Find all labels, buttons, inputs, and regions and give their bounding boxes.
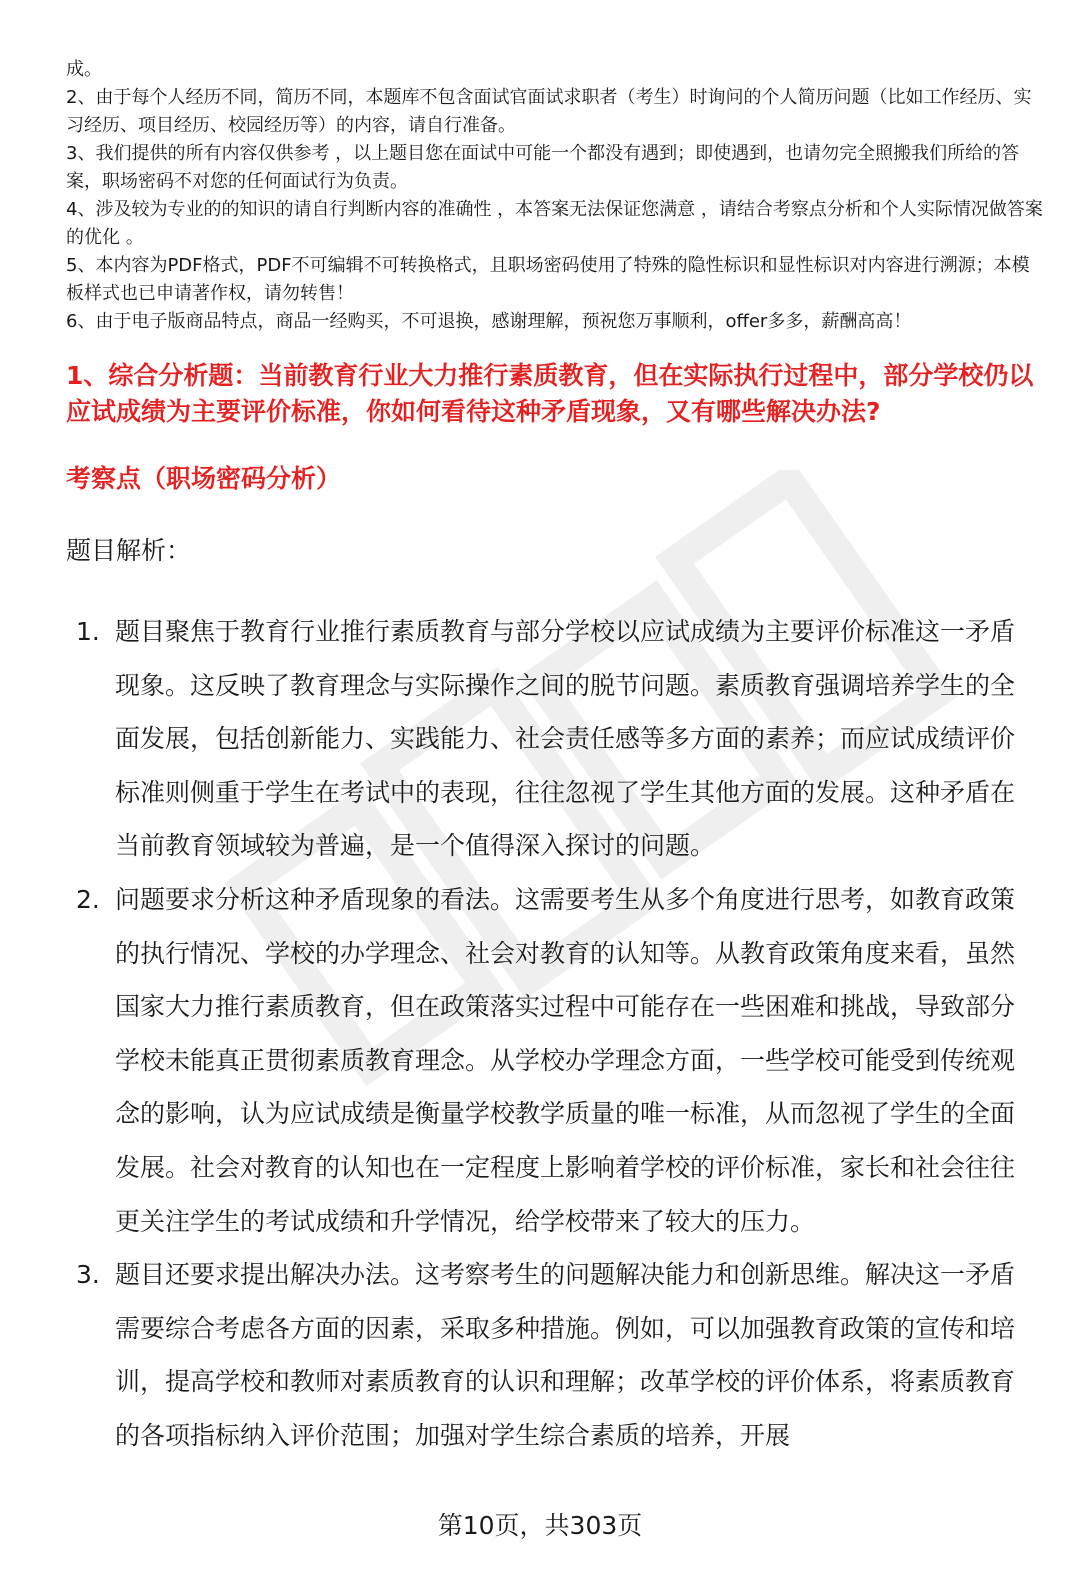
list-item — [66, 1248, 1030, 1462]
note-line: 2、由于每个人经历不同，简历不同，本题库不包含面试官面试求职者（考生）时询问的个人简历问题（比如工作经历、实习经历、项目经历、校园经历等）的内容，请自行准备。 — [66, 87, 1032, 136]
page-footer: 第10页，共303页 — [437, 1511, 643, 1540]
list-item-text: 题目还要求提出解决办法。这考察考生的问题解决能力和创新思维。解决这一矛盾需要综合考虑各方面的因素，采取多种措施。例如，可以加强教育政策的宣传和培训，提高学校和教师对素质教育的认识和理解；改革学校的评价体系，将素质教育的各项指标纳入评价范围；加强对学生综合素质的培养，开展 — [115, 1260, 1016, 1450]
analysis-list — [66, 605, 1030, 1463]
list-item-text: 题目聚焦于教育行业推行素质教育与部分学校以应试成绩为主要评价标准这一矛盾现象。这反映了教育理念与实际操作之间的脱节问题。素质教育强调培养学生的全面发展，包括创新能力、实践能力、社会责任感等多方面的素养；而应试成绩评价标准则侧重于学生在考试中的表现，往往忽视了学生其他方面的发展。这种矛盾在当前教育领域较为普遍，是一个值得深入探讨的问题。 — [115, 617, 1016, 861]
note-line: 4、涉及较为专业的的知识的请自行判断内容的准确性 ，本答案无法保证您满意 ，请结合考察点分析和个人实际情况做答案的优化 。 — [66, 199, 1043, 248]
notes-section — [66, 56, 1046, 336]
list-item-number: 1. — [76, 617, 100, 646]
section-heading-kaocha: 考察点（职场密码分析） — [66, 464, 342, 493]
note-line: 6、由于电子版商品特点，商品一经购买，不可退换，感谢理解，预祝您万事顺利，offer多多，薪酬高高！ — [66, 311, 912, 332]
list-item-number: 2. — [76, 884, 100, 914]
note-line: 5、本内容为PDF格式，PDF不可编辑不可转换格式，且职场密码使用了特殊的隐性标识和显性标识对内容进行溯源；本模板样式也已申请著作权，请勿转售！ — [66, 255, 1030, 304]
note-line: 成。 — [66, 59, 102, 80]
note-line: 3、我们提供的所有内容仅供参考 ，以上题目您在面试中可能一个都没有遇到；即使遇到，也请勿完全照搬我们所给的答案，职场密码不对您的任何面试行为负责。 — [66, 143, 1020, 192]
analysis-label: 题目解析： — [66, 536, 192, 565]
list-item-number: 3. — [76, 1260, 100, 1290]
question-title: 1、综合分析题：当前教育行业大力推行素质教育，但在实际执行过程中，部分学校仍以应试成绩为主要评价标准，你如何看待这种矛盾现象，又有哪些解决办法? — [66, 361, 1034, 426]
list-item-text: 问题要求分析这种矛盾现象的看法。这需要考生从多个角度进行思考，如教育政策的执行情况、学校的办学理念、社会对教育的认知等。从教育政策角度来看，虽然国家大力推行素质教育，但在政策落实过程中可能存在一些困难和挑战，导致部分学校未能真正贯彻素质教育理念。从学校办学理念方面，一些学校可能受到传统观念的影响，认为应试成绩是衡量学校教学质量的唯一标准，从而忽视了学生的全面发展。社会对教育的认知也在一定程度上影响着学校的评价标准，家长和社会往往更关注学生的考试成绩和升学情况，给学校带来了较大的压力。 — [115, 884, 1016, 1236]
list-item — [66, 605, 1030, 873]
list-item — [66, 873, 1030, 1248]
